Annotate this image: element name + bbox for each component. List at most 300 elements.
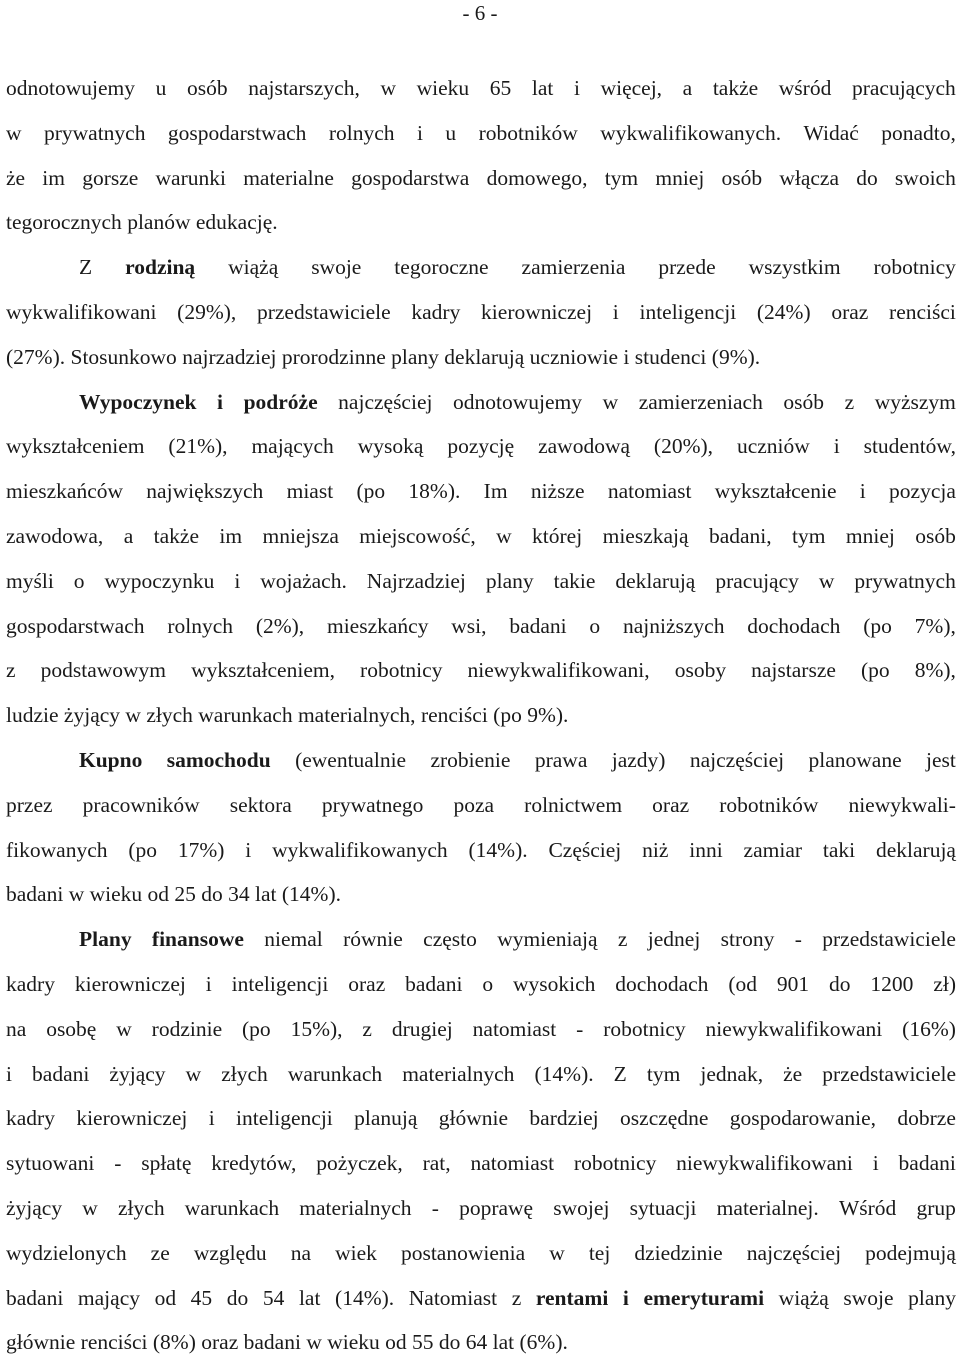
word: badani xyxy=(509,613,567,638)
word: w xyxy=(185,1061,202,1086)
word: mieszkańcy xyxy=(326,613,429,638)
bold-word: samochodu xyxy=(166,747,271,772)
word: dziedzinie xyxy=(634,1240,723,1265)
word: pracujący xyxy=(715,568,799,593)
word: dochodach xyxy=(747,613,841,638)
word: wojażach. xyxy=(260,568,347,593)
word: Wśród xyxy=(838,1195,897,1220)
word: wykształcenie xyxy=(714,479,837,504)
text-line xyxy=(6,1096,956,1141)
word: swojej xyxy=(553,1195,610,1220)
word: i xyxy=(573,76,580,100)
word: lat xyxy=(492,1330,520,1355)
word: uczniowie xyxy=(529,344,624,369)
word: mieszkają xyxy=(602,523,689,548)
word: w xyxy=(818,568,835,593)
word: zł) xyxy=(933,971,956,996)
text-line xyxy=(6,872,956,917)
word: wypoczynku xyxy=(104,568,215,593)
word: zrobienie xyxy=(430,747,511,772)
word: domowego, xyxy=(486,165,588,190)
word: kadry xyxy=(6,971,55,996)
word: w xyxy=(125,703,147,728)
text-line xyxy=(6,514,956,559)
word: jednak, xyxy=(700,1061,764,1086)
word: i xyxy=(6,1061,12,1086)
word: plany xyxy=(485,568,534,593)
word: edukację. xyxy=(195,210,278,235)
text-line xyxy=(6,693,956,738)
word: lat xyxy=(531,76,554,100)
word: wydzielonych xyxy=(6,1240,127,1265)
word: inteligencji xyxy=(639,299,737,324)
word: o xyxy=(482,971,494,996)
word: a xyxy=(123,523,134,548)
word: Natomiast xyxy=(408,1285,498,1310)
word: robotnicy xyxy=(603,1016,686,1041)
word: (21%), xyxy=(168,434,228,459)
word: fikowanych xyxy=(6,837,108,862)
word: studentów, xyxy=(863,434,956,459)
word: osób xyxy=(783,389,825,414)
word: swoje xyxy=(843,1285,894,1310)
word: kadry xyxy=(6,1106,55,1131)
word: 65 xyxy=(489,76,512,100)
word: do xyxy=(226,1285,249,1310)
word: badani xyxy=(6,882,69,907)
word: wykształceniem, xyxy=(191,658,335,683)
text-line xyxy=(6,559,956,604)
word: w xyxy=(496,523,512,548)
word: materialnej. xyxy=(716,1195,819,1220)
word: osoby xyxy=(674,658,727,683)
text-line xyxy=(6,604,956,649)
text-line xyxy=(6,469,956,514)
word: gorsze xyxy=(82,165,139,190)
word: warunkach xyxy=(287,1061,383,1086)
word: jest xyxy=(926,747,956,772)
word: i xyxy=(833,434,840,459)
word: (14%). xyxy=(335,1285,395,1310)
word: przedstawiciele xyxy=(256,299,391,324)
word: robotników xyxy=(719,792,819,817)
word: więcej, xyxy=(600,76,663,100)
word: często xyxy=(423,927,477,952)
word: zawodową xyxy=(538,434,631,459)
word: żyjący xyxy=(6,1195,63,1220)
word: i xyxy=(872,1151,879,1176)
word: strony xyxy=(720,927,775,952)
word: w xyxy=(68,882,90,907)
word: od xyxy=(385,1330,413,1355)
word: o xyxy=(73,568,85,593)
word: i xyxy=(205,971,212,996)
word: deklarują xyxy=(875,837,956,862)
word: (14%). xyxy=(534,1061,594,1086)
word: wyższym xyxy=(874,389,956,414)
bold-word: rodziną xyxy=(125,255,196,280)
word: najczęściej xyxy=(338,389,433,414)
word: (po xyxy=(128,837,158,862)
word: z xyxy=(6,658,16,683)
word: pozycję xyxy=(447,434,515,459)
word: natomiast xyxy=(470,1151,555,1176)
word: której xyxy=(532,523,583,548)
word: dobrze xyxy=(897,1106,956,1131)
word: sytuacji xyxy=(629,1195,697,1220)
word: inteligencji xyxy=(236,1106,333,1131)
word: lat xyxy=(298,1285,321,1310)
word: warunki xyxy=(155,165,226,190)
word: studenci xyxy=(634,344,712,369)
word: wykwalifikowani xyxy=(6,299,157,324)
word: włącza xyxy=(779,165,840,190)
word: kierowniczej xyxy=(74,971,186,996)
word: jazdy) xyxy=(611,747,666,772)
bold-word: i xyxy=(217,389,223,414)
word: (14%). xyxy=(468,837,528,862)
word: Im xyxy=(483,479,508,504)
word: Z xyxy=(613,1061,627,1086)
word: 17%) xyxy=(177,837,225,862)
word: ze xyxy=(150,1240,170,1265)
word: Widać xyxy=(803,120,859,145)
word: także xyxy=(153,523,199,548)
word: (po xyxy=(860,658,890,683)
word: oraz xyxy=(652,792,690,817)
word: takie xyxy=(553,568,596,593)
bold-word: Plany xyxy=(79,927,132,952)
word: tej xyxy=(588,1240,611,1265)
word: u xyxy=(445,120,457,145)
word: kadry xyxy=(411,299,461,324)
text-line xyxy=(6,1186,956,1231)
word: 901 xyxy=(776,971,810,996)
word: im xyxy=(42,165,65,190)
word: a xyxy=(682,76,693,100)
word: robotnicy xyxy=(873,255,956,280)
word: materialnych xyxy=(299,1195,412,1220)
word: 18%). xyxy=(408,479,461,504)
word: 7%), xyxy=(914,613,956,638)
word: robotników xyxy=(478,120,578,145)
text-line xyxy=(6,335,956,380)
text-line xyxy=(6,783,956,828)
word: oraz xyxy=(831,299,869,324)
word: grup xyxy=(916,1195,956,1220)
document-body xyxy=(6,66,956,1365)
word: robotnicy xyxy=(573,1151,657,1176)
word: wieku xyxy=(89,882,148,907)
word: taki xyxy=(822,837,856,862)
text-line xyxy=(6,1276,956,1321)
word: w xyxy=(306,1330,328,1355)
word: z xyxy=(844,389,855,414)
word: wykwalifikowanych xyxy=(272,837,448,862)
word: prywatnych xyxy=(854,568,956,593)
word: i xyxy=(208,1106,215,1131)
word: tym xyxy=(792,523,826,548)
word: równie xyxy=(343,927,403,952)
word: do xyxy=(438,1330,466,1355)
text-line xyxy=(6,1231,956,1276)
word: gospodarstwach xyxy=(167,120,307,145)
word: niewykwali- xyxy=(848,792,956,817)
word: mniej xyxy=(845,523,895,548)
word: swoich xyxy=(894,165,956,190)
word: prawa xyxy=(534,747,588,772)
word: Częściej xyxy=(548,837,622,862)
text-line xyxy=(6,1052,956,1097)
word: wśród xyxy=(778,76,832,100)
text-line xyxy=(6,1007,956,1052)
word: głównie xyxy=(6,1330,81,1355)
word: w xyxy=(6,120,22,145)
word: podejmują xyxy=(865,1240,956,1265)
word: niż xyxy=(642,837,669,862)
word: wymieniają xyxy=(497,927,598,952)
word: żyjący xyxy=(109,1061,166,1086)
word: osób xyxy=(915,523,956,548)
bold-word: i xyxy=(622,1285,629,1310)
word: niewykwalifikowani xyxy=(705,1016,883,1041)
word: i xyxy=(234,568,241,593)
word: kierowniczej xyxy=(481,299,593,324)
word: złych xyxy=(221,1061,268,1086)
word: (po xyxy=(863,613,892,638)
word: złych xyxy=(146,703,199,728)
word: przez xyxy=(6,792,53,817)
word: (29%), xyxy=(177,299,237,324)
bold-word: podróże xyxy=(243,389,318,414)
word: głównie xyxy=(438,1106,509,1131)
text-line xyxy=(6,738,956,783)
word: 15%), xyxy=(290,1016,343,1041)
word: z xyxy=(362,1016,372,1041)
text-line xyxy=(6,828,956,873)
word: tegorocznych xyxy=(6,210,128,235)
word: inteligencji xyxy=(231,971,329,996)
word: miejscowość, xyxy=(359,523,476,548)
word: ludzie xyxy=(6,703,64,728)
word: warunkach xyxy=(198,703,298,728)
word: planów xyxy=(127,210,196,235)
word: myśli xyxy=(6,568,54,593)
word: (6%). xyxy=(519,1330,568,1355)
word: (2%), xyxy=(255,613,305,638)
word: przedstawiciele xyxy=(822,927,956,952)
word: pozycja xyxy=(889,479,956,504)
word: natomiast xyxy=(607,479,692,504)
word: zamierzenia xyxy=(521,255,626,280)
word: żyjący xyxy=(63,703,126,728)
word: także xyxy=(712,76,759,100)
word: (24%) xyxy=(756,299,811,324)
word: pożyczek, xyxy=(316,1151,403,1176)
word: o xyxy=(589,613,601,638)
word: osobę xyxy=(46,1016,97,1041)
text-line xyxy=(6,648,956,693)
word: (20%), xyxy=(653,434,714,459)
word: od xyxy=(147,882,175,907)
word: ponadto, xyxy=(881,120,956,145)
word: swoje xyxy=(311,255,362,280)
text-line xyxy=(6,245,956,290)
word: badani xyxy=(6,1285,64,1310)
word: (27%). xyxy=(6,344,71,369)
word: osób xyxy=(721,165,763,190)
word: renciści xyxy=(420,703,494,728)
word: poprawę xyxy=(459,1195,534,1220)
word: odnotowujemy xyxy=(6,76,135,100)
word: 8%), xyxy=(914,658,956,683)
word: osób xyxy=(186,76,228,100)
text-line xyxy=(6,424,956,469)
word: mających xyxy=(251,434,334,459)
text-line xyxy=(6,917,956,962)
word: w xyxy=(116,1016,132,1041)
word: gospodarstwa xyxy=(351,165,470,190)
word: niewykwalifikowani, xyxy=(467,658,650,683)
text-line xyxy=(6,962,956,1007)
word: zamiar xyxy=(743,837,803,862)
word: wiek xyxy=(335,1240,377,1265)
word: z xyxy=(511,1285,522,1310)
word: zawodowa, xyxy=(6,523,104,548)
word: tym xyxy=(604,165,639,190)
word: rolnych xyxy=(167,613,234,638)
word: 55 xyxy=(412,1330,439,1355)
word: materialnych, xyxy=(297,703,421,728)
bold-word: Wypoczynek xyxy=(79,389,197,414)
word: niewykwalifikowani xyxy=(676,1151,853,1176)
word: lat xyxy=(255,882,282,907)
word: plany xyxy=(908,1285,956,1310)
text-line xyxy=(6,290,956,335)
word: największych xyxy=(146,479,264,504)
word: i xyxy=(623,344,635,369)
word: deklarują xyxy=(444,344,530,369)
word: badani xyxy=(898,1151,956,1176)
word: podstawowym xyxy=(40,658,167,683)
word: renciści xyxy=(889,299,956,324)
word: renciści xyxy=(80,1330,153,1355)
word: robotnicy xyxy=(360,658,443,683)
word: (po xyxy=(356,479,386,504)
word: (po xyxy=(242,1016,271,1041)
word: rodzinie xyxy=(151,1016,223,1041)
word: mający xyxy=(77,1285,140,1310)
word: uczniów xyxy=(736,434,810,459)
word: i xyxy=(612,299,619,324)
word: dochodach xyxy=(615,971,709,996)
word: do xyxy=(856,165,878,190)
word: 64 xyxy=(465,1330,493,1355)
word: Najrzadziej xyxy=(366,568,466,593)
word: względu xyxy=(193,1240,267,1265)
word: z xyxy=(617,927,628,952)
word: wszystkim xyxy=(748,255,841,280)
word: miast xyxy=(286,479,334,504)
word: oraz xyxy=(201,1330,244,1355)
text-line xyxy=(6,111,956,156)
word: u xyxy=(155,76,167,100)
word: Z xyxy=(79,255,93,280)
word: w xyxy=(380,76,396,100)
word: postanowienia xyxy=(400,1240,526,1265)
word: bardziej xyxy=(529,1106,599,1131)
word: sytuowani xyxy=(6,1151,95,1176)
word: Stosunkowo xyxy=(70,344,183,369)
word: wieku xyxy=(416,76,470,100)
word: poza xyxy=(453,792,495,817)
text-line xyxy=(6,66,956,111)
word: i xyxy=(859,479,866,504)
word: planowane xyxy=(808,747,902,772)
word: spłatę xyxy=(141,1151,192,1176)
word: w xyxy=(82,1195,98,1220)
word: rolnych xyxy=(328,120,395,145)
word: (ewentualnie xyxy=(295,747,407,772)
word: prywatnych xyxy=(43,120,146,145)
bold-word: Kupno xyxy=(79,747,143,772)
word: 45 xyxy=(190,1285,213,1310)
word: niższe xyxy=(530,479,585,504)
word: najczęściej xyxy=(746,1240,842,1265)
word: rat, xyxy=(422,1151,451,1176)
word: mieszkańców xyxy=(6,479,124,504)
word: najstarsze xyxy=(751,658,836,683)
word: (8%) xyxy=(152,1330,202,1355)
word: (9%). xyxy=(711,344,761,369)
word: warunkach xyxy=(184,1195,280,1220)
word: wsi, xyxy=(451,613,487,638)
word: wysokich xyxy=(512,971,596,996)
word: gospodarowanie, xyxy=(729,1106,877,1131)
word: wiążą xyxy=(228,255,279,280)
word: (po xyxy=(493,703,528,728)
word: im xyxy=(219,523,243,548)
word: drugiej xyxy=(391,1016,453,1041)
word: i xyxy=(417,120,423,145)
word: sektora xyxy=(229,792,292,817)
bold-word: emeryturami xyxy=(643,1285,765,1310)
word: na xyxy=(6,1016,27,1041)
word: w xyxy=(549,1240,565,1265)
word: 34 xyxy=(228,882,256,907)
word: wykształceniem xyxy=(6,434,145,459)
word: pracujących xyxy=(851,76,956,100)
word: kierowniczej xyxy=(76,1106,188,1131)
word: planują xyxy=(354,1106,418,1131)
word: najstarszych, xyxy=(248,76,360,100)
word: do xyxy=(829,971,851,996)
word: 9%). xyxy=(527,703,569,728)
word: rolnictwem xyxy=(524,792,623,817)
word: 54 xyxy=(262,1285,285,1310)
word: badani xyxy=(405,971,463,996)
word: - xyxy=(114,1151,122,1176)
word: (16%) xyxy=(902,1016,956,1041)
word: do xyxy=(201,882,229,907)
word: mniej xyxy=(655,165,705,190)
word: mniejsza xyxy=(262,523,339,548)
word: - xyxy=(794,927,802,952)
word: odnotowujemy xyxy=(453,389,583,414)
word: - xyxy=(431,1195,439,1220)
word: materialnych xyxy=(402,1061,515,1086)
word: (od xyxy=(728,971,757,996)
